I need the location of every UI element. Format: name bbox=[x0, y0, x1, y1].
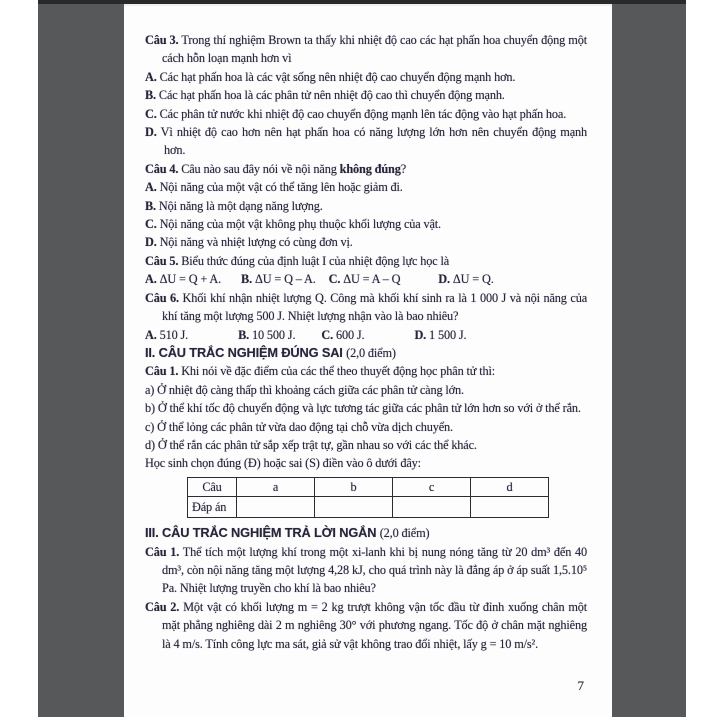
text-run: Một vật có khối lượng m = 2 kg trượt không vận tốc đầu từ đỉnh xuống chân một mặt phẳng nghiêng dài 2 m nghiêng 30° với phương ngang. Tốc độ ở chân mặt nghiêng là 4 m/s. Tính công lực ma sát, giả sử vật không trao đổi nhiệt, lấy g = 10 m/s². bbox=[162, 599, 588, 651]
statement-item bbox=[145, 436, 587, 454]
text-run: 600 J. bbox=[333, 327, 365, 342]
bold-label: D. bbox=[438, 272, 450, 287]
bold-label: C. bbox=[321, 327, 334, 342]
table-cell bbox=[315, 497, 393, 518]
statement-item bbox=[145, 381, 587, 399]
answer-option bbox=[145, 105, 587, 123]
bold-label: C. bbox=[328, 272, 341, 287]
question-text bbox=[145, 31, 587, 68]
answer-option bbox=[238, 326, 295, 344]
text-run: a) Ở nhiệt độ càng thấp thì khoảng cách giữa các phân tử càng lớn. bbox=[145, 382, 464, 397]
text-run: Câu nào sau đây nói về nội năng bbox=[178, 161, 340, 176]
text-run: ΔU = Q – A. bbox=[252, 272, 316, 287]
text-run: ΔU = A – Q bbox=[340, 272, 401, 287]
section-heading-points: (2,0 điểm) bbox=[346, 345, 396, 360]
answer-option bbox=[145, 270, 221, 288]
table-cell: d bbox=[471, 477, 549, 496]
table-cell: a bbox=[237, 477, 315, 496]
bold-label: Câu 4. bbox=[145, 161, 179, 176]
answer-option bbox=[438, 270, 493, 288]
bold-label: B. bbox=[241, 272, 253, 287]
table-cell: b bbox=[315, 477, 393, 496]
question-text bbox=[145, 543, 587, 598]
bold-label: A. bbox=[145, 327, 157, 342]
text-run: b) Ở thể khí tốc độ chuyển động và lực tương tác giữa các phân tử lớn hơn so với ở thể rắn. bbox=[145, 401, 581, 416]
bold-label: A. bbox=[145, 180, 157, 195]
exam-content bbox=[124, 6, 612, 653]
bold-label: Câu 1. bbox=[145, 544, 180, 559]
options-row bbox=[145, 326, 587, 344]
table-cell: Câu bbox=[188, 477, 237, 496]
question-text bbox=[145, 160, 587, 178]
text-run: 510 J. bbox=[156, 327, 189, 342]
text-run: Thể tích một lượng khí trong một xi-lanh khi bị nung nóng tăng từ 20 dm³ đến 40 dm³, còn nội năng tăng một lượng 4,28 kJ, cho quá trình này là đẳng áp ở áp suất 1,5.10⁵ Pa. Nhiệt lượng truyền cho khí là bao nhiêu? bbox=[162, 544, 588, 596]
bold-label: D. bbox=[145, 125, 157, 140]
bold-label: D. bbox=[414, 327, 427, 342]
options-row bbox=[145, 270, 587, 288]
section-heading-title: II. CÂU TRẮC NGHIỆM ĐÚNG SAI bbox=[145, 344, 347, 360]
question-text bbox=[145, 598, 587, 653]
answer-option bbox=[145, 68, 587, 86]
text-run: Nội năng của một vật không phụ thuộc khối lượng của vật. bbox=[156, 217, 441, 232]
table-cell: c bbox=[393, 477, 471, 496]
answer-option bbox=[145, 215, 587, 233]
answer-option bbox=[329, 270, 401, 288]
answer-option bbox=[321, 326, 364, 344]
text-run: Vì nhiệt độ cao hơn nên hạt phấn hoa có năng lượng lớn hơn nên chuyển động mạnh hơn. bbox=[156, 125, 587, 158]
statement-item bbox=[145, 418, 587, 436]
section-heading bbox=[145, 344, 587, 362]
question-text bbox=[145, 252, 587, 270]
question-text bbox=[145, 289, 587, 326]
table-answer-row bbox=[188, 497, 549, 518]
bold-label: B. bbox=[145, 198, 156, 213]
photo-background bbox=[38, 0, 686, 717]
table-cell bbox=[393, 497, 471, 518]
text-run: Biểu thức đúng của định luật I của nhiệt động lực học là bbox=[178, 253, 450, 268]
answer-option bbox=[145, 197, 587, 215]
bold-label: D. bbox=[145, 235, 157, 250]
text-run: Các phân tử nước khi nhiệt độ cao chuyển động mạnh lên tác động vào hạt phấn hoa. bbox=[156, 106, 567, 121]
text-run: Các hạt phấn hoa là các vật sống nên nhiệt độ cao chuyển động mạnh hơn. bbox=[156, 69, 516, 84]
text-run: d) Ở thể rắn các phân tử sắp xếp trật tự, gần nhau so với các thể khác. bbox=[145, 437, 477, 452]
exam-page bbox=[124, 4, 612, 717]
bold-label: Câu 2. bbox=[145, 599, 180, 614]
section-heading bbox=[145, 524, 587, 542]
bold-label: A. bbox=[145, 272, 157, 287]
answer-table bbox=[187, 477, 549, 518]
answer-option bbox=[145, 178, 587, 196]
bold-label: Câu 6. bbox=[145, 290, 179, 305]
text-run: c) Ở thể lỏng các phân tử vừa dao động tại chỗ vừa dịch chuyển. bbox=[145, 419, 453, 434]
bold-label: Câu 3. bbox=[145, 33, 179, 47]
answer-option bbox=[414, 326, 466, 344]
text-run: ΔU = Q. bbox=[449, 272, 494, 287]
section-heading-points: (2,0 điểm) bbox=[379, 526, 430, 541]
table-cell: Đáp án bbox=[188, 497, 237, 518]
bold-label: C. bbox=[145, 106, 157, 121]
bold-label: C. bbox=[145, 217, 157, 232]
section-heading-title: III. CÂU TRẮC NGHIỆM TRẢ LỜI NGẮN bbox=[145, 525, 380, 541]
table-cell bbox=[471, 497, 549, 518]
answer-option bbox=[241, 270, 316, 288]
text-run: Khi nói về đặc điểm của các thể theo thuyết động học phân tử thì: bbox=[178, 364, 495, 379]
bold-label: B. bbox=[238, 327, 250, 342]
text-run: Nội năng là một dạng năng lượng. bbox=[155, 198, 323, 213]
answer-option bbox=[145, 123, 587, 160]
text-run: Khối khí nhận nhiệt lượng Q. Công mà khối khí sinh ra là 1 000 J và nội năng của khí tăng một lượng 500 J. Nhiệt lượng nhận vào là bao nhiêu? bbox=[162, 290, 588, 324]
text-run: Nội năng và nhiệt lượng có cùng đơn vị. bbox=[156, 235, 353, 250]
answer-option bbox=[145, 326, 188, 344]
bold-label: B. bbox=[145, 88, 156, 103]
text-run: 10 500 J. bbox=[249, 327, 296, 342]
text-run: 1 500 J. bbox=[426, 327, 467, 342]
text-run: ? bbox=[400, 161, 407, 176]
bold-label: không đúng bbox=[339, 161, 401, 176]
table-cell bbox=[237, 497, 315, 518]
bold-label: Câu 5. bbox=[145, 253, 179, 268]
text-run: Các hạt phấn hoa là các phân tử nên nhiệt độ cao thì chuyển động mạnh. bbox=[155, 88, 505, 103]
text-run: ΔU = Q + A. bbox=[156, 272, 222, 287]
text-run: Trong thí nghiệm Brown ta thấy khi nhiệt độ cao các hạt phấn hoa chuyển động một cách hỗn loạn mạnh hơn vì bbox=[162, 33, 587, 66]
text-run: Nội năng của một vật có thể tăng lên hoặc giảm đi. bbox=[156, 180, 403, 195]
answer-option bbox=[145, 233, 587, 251]
statement-item bbox=[145, 399, 587, 417]
instruction-text bbox=[145, 454, 587, 472]
answer-option bbox=[145, 86, 587, 104]
table-header-row bbox=[188, 477, 549, 496]
text-run: Học sinh chọn đúng (Đ) hoặc sai (S) điền vào ô dưới đây: bbox=[145, 456, 421, 471]
bold-label: Câu 1. bbox=[145, 364, 179, 379]
page-number: 7 bbox=[577, 678, 584, 693]
question-text bbox=[145, 362, 587, 380]
bold-label: A. bbox=[145, 69, 157, 84]
